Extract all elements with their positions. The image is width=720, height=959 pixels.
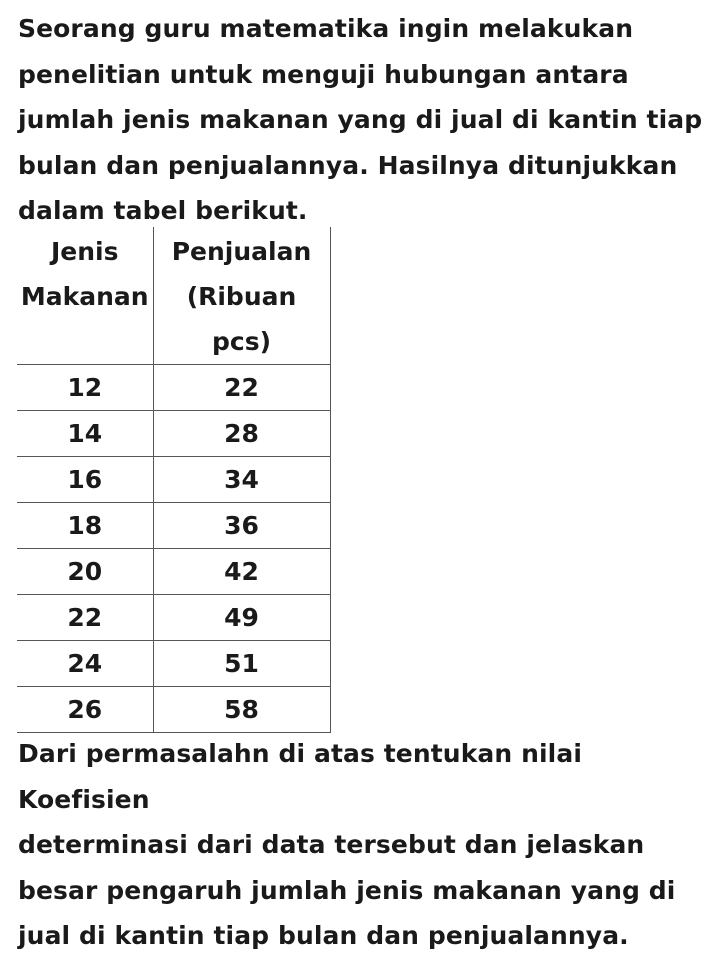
table-row — [17, 365, 330, 411]
table-row — [17, 503, 330, 549]
cell-jenis-makanan: 18 — [17, 503, 153, 549]
cell-penjualan: 34 — [153, 457, 330, 503]
cell-penjualan: 49 — [153, 595, 330, 641]
cell-penjualan: 58 — [153, 687, 330, 733]
cell-penjualan: 42 — [153, 549, 330, 595]
cell-jenis-makanan: 26 — [17, 687, 153, 733]
table-row — [17, 641, 330, 687]
cell-jenis-makanan: 12 — [17, 365, 153, 411]
table-row — [17, 411, 330, 457]
cell-penjualan: 51 — [153, 641, 330, 687]
cell-jenis-makanan: 14 — [17, 411, 153, 457]
cell-jenis-makanan: 24 — [17, 641, 153, 687]
table-header-row — [17, 227, 330, 365]
cell-jenis-makanan: 22 — [17, 595, 153, 641]
question-intro: Seorang guru matematika ingin melakukan penelitian untuk menguji hubungan antara jumlah jenis makanan yang di jual di kantin tiap bulan dan penjualannya. Hasilnya ditunjukkan dalam tabel berikut. — [18, 14, 703, 225]
table-row — [17, 687, 330, 733]
header-penjualan: Penjualan (Ribuan pcs) — [153, 227, 330, 365]
cell-jenis-makanan: 16 — [17, 457, 153, 503]
cell-jenis-makanan: 20 — [17, 549, 153, 595]
cell-penjualan: 36 — [153, 503, 330, 549]
table-row — [17, 595, 330, 641]
cell-penjualan: 22 — [153, 365, 330, 411]
question-outro: Dari permasalahn di atas tentukan nilai Koefisien determinasi dari data tersebut dan jelaskan besar pengaruh jumlah jenis makanan yang di jual di kantin tiap bulan dan penjualannya. — [18, 739, 676, 950]
data-table — [17, 227, 331, 733]
table-row — [17, 457, 330, 503]
table-row — [17, 549, 330, 595]
cell-penjualan: 28 — [153, 411, 330, 457]
header-jenis-makanan: Jenis Makanan — [17, 227, 153, 365]
